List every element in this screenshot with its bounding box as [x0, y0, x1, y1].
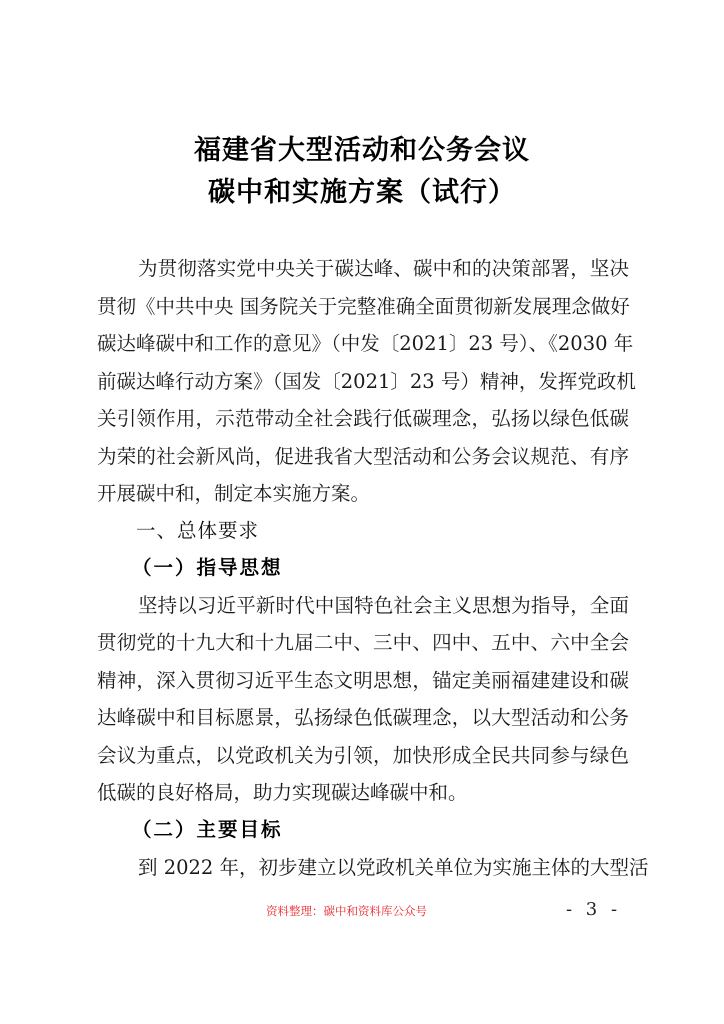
- document-title-line-2: 碳中和实施方案（试行）: [208, 177, 516, 208]
- paragraph-line: 低碳的良好格局，助力实现碳达峰碳中和。: [97, 781, 468, 804]
- paragraph-line: 为贯彻落实党中央关于碳达峰、碳中和的决策部署，坚决: [138, 257, 629, 280]
- paragraph-line: 会议为重点，以党政机关为引领，加快形成全民共同参与绿色: [97, 744, 629, 767]
- paragraph-line: 精神，深入贯彻习近平生态文明思想，锚定美丽福建建设和碳: [97, 669, 629, 692]
- paragraph-line: 贯彻《中共中央 国务院关于完整准确全面贯彻新发展理念做好: [97, 295, 630, 318]
- footer-watermark: 资料整理：碳中和资料库公众号: [266, 904, 427, 918]
- paragraph-line: 为荣的社会新风尚，促进我省大型活动和公务会议规范、有序: [97, 445, 629, 468]
- subsection-heading-guiding-ideology: （一）指导思想: [132, 556, 283, 579]
- paragraph-line: 贯彻党的十九大和十九届二中、三中、四中、五中、六中全会: [97, 631, 629, 654]
- paragraph-line: 坚持以习近平新时代中国特色社会主义思想为指导，全面: [138, 594, 629, 617]
- paragraph-line: 达峰碳中和目标愿景，弘扬绿色低碳理念，以大型活动和公务: [97, 706, 629, 729]
- paragraph-line: 到 2022 年，初步建立以党政机关单位为实施主体的大型活: [138, 856, 649, 879]
- paragraph-line: 碳达峰碳中和工作的意见》（中发〔2021〕23 号）、《2030 年: [97, 332, 634, 355]
- page-number: - 3 -: [566, 899, 622, 920]
- paragraph-line: 关引领作用，示范带动全社会践行低碳理念，弘扬以绿色低碳: [97, 407, 629, 430]
- document-title-line-1: 福建省大型活动和公务会议: [194, 135, 530, 166]
- paragraph-line: 前碳达峰行动方案》（国发〔2021〕23 号）精神，发挥党政机: [97, 370, 636, 393]
- paragraph-line: 开展碳中和，制定本实施方案。: [97, 482, 371, 505]
- section-heading-overall-requirements: 一、总体要求: [136, 519, 260, 542]
- subsection-heading-main-goals: （二）主要目标: [132, 818, 283, 841]
